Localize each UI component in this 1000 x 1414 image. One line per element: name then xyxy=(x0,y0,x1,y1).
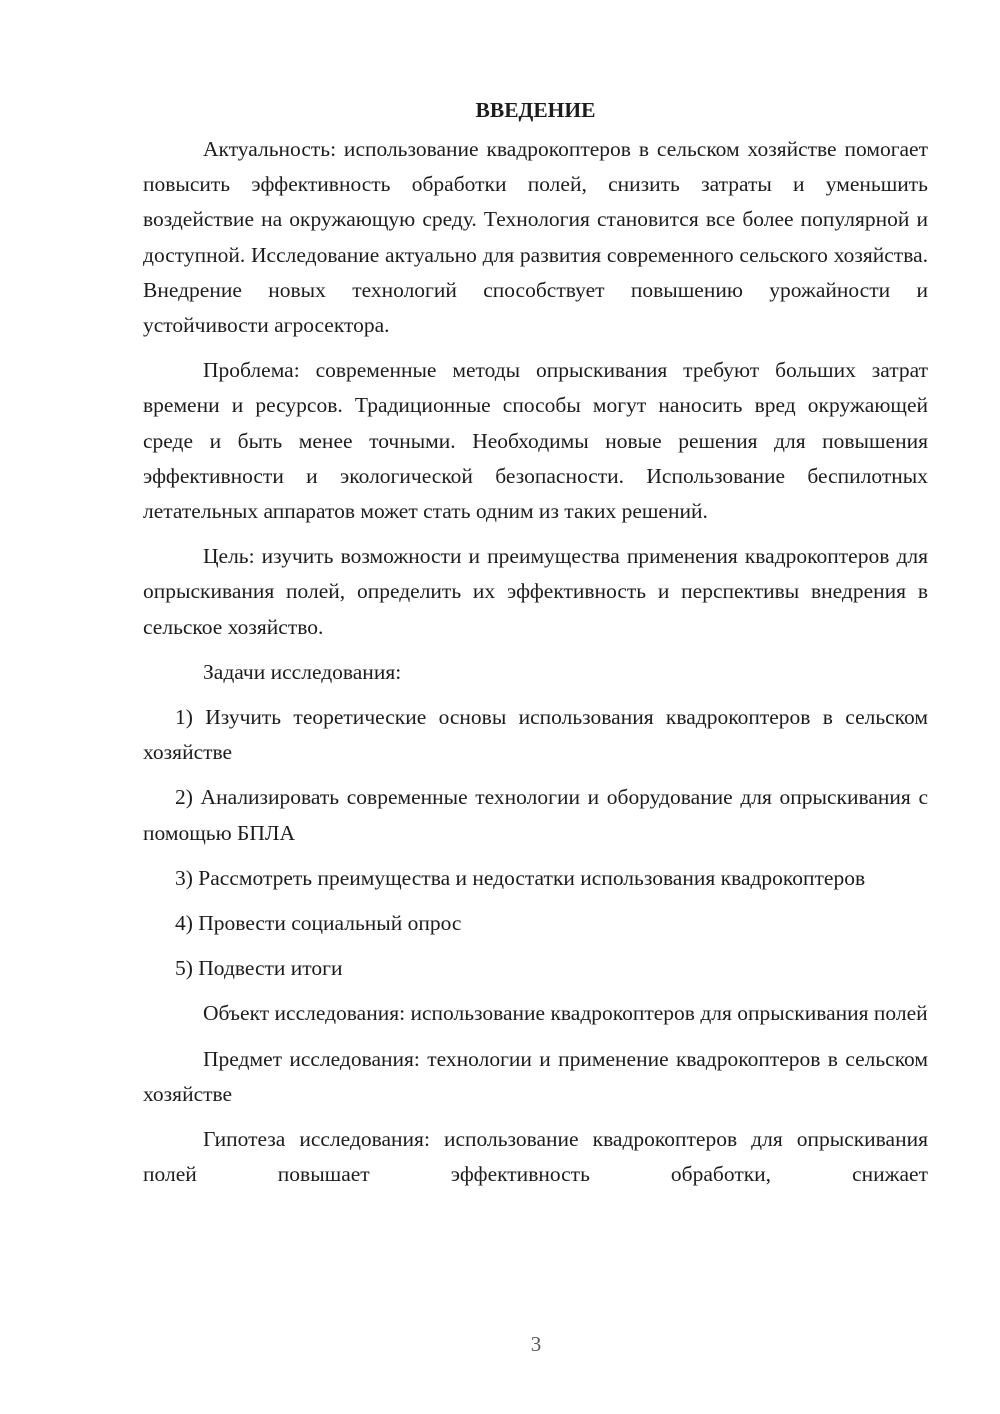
subject-paragraph: Предмет исследования: технологии и применение квадрокоптеров в сельском хозяйстве xyxy=(143,1046,928,1106)
page-number: 3 xyxy=(530,1332,542,1356)
goal-paragraph: Цель: изучить возможности и преимущества применения квадрокоптеров для опрыскивания полей, определить их эффективность и перспективы внедрения в сельское хозяйство. xyxy=(143,544,928,639)
task-item-5: 5) Подвести итоги xyxy=(175,956,343,981)
relevance-paragraph: Актуальность: использование квадрокоптеров в сельском хозяйстве помогает повысить эффективность обработки полей, снизить затраты и уменьшить воздействие на окружающую среду. Технология становится все более популярной и доступной. Исследование актуально для развития современного сельского хозяйства. Внедрение новых технологий способствует повышению урожайности и устойчивости агросектора. xyxy=(143,137,928,338)
document-page xyxy=(143,92,928,1192)
hypothesis-paragraph: Гипотеза исследования: использование квадрокоптеров для опрыскивания полей повышает эффективность обработки, снижает xyxy=(143,1127,928,1187)
task-item-1: 1) Изучить теоретические основы использования квадрокоптеров в сельском хозяйстве xyxy=(143,705,928,765)
task-item-4: 4) Провести социальный опрос xyxy=(175,911,462,936)
task-item-2: 2) Анализировать современные технологии и оборудование для опрыскивания с помощью БПЛА xyxy=(143,785,928,845)
object-paragraph: Объект исследования: использование квадрокоптеров для опрыскивания полей xyxy=(203,1001,928,1026)
task-item-3: 3) Рассмотреть преимущества и недостатки использования квадрокоптеров xyxy=(175,865,866,890)
section-heading: ВВЕДЕНИЕ xyxy=(475,98,596,122)
problem-paragraph: Проблема: современные методы опрыскивания требуют больших затрат времени и ресурсов. Традиционные способы могут наносить вред окружающей среде и быть менее точными. Необходимы новые решения для повышения эффективности и экологической безопасности. Использование беспилотных летательных аппаратов может стать одним из таких решений. xyxy=(143,358,928,524)
tasks-title: Задачи исследования: xyxy=(203,659,402,684)
